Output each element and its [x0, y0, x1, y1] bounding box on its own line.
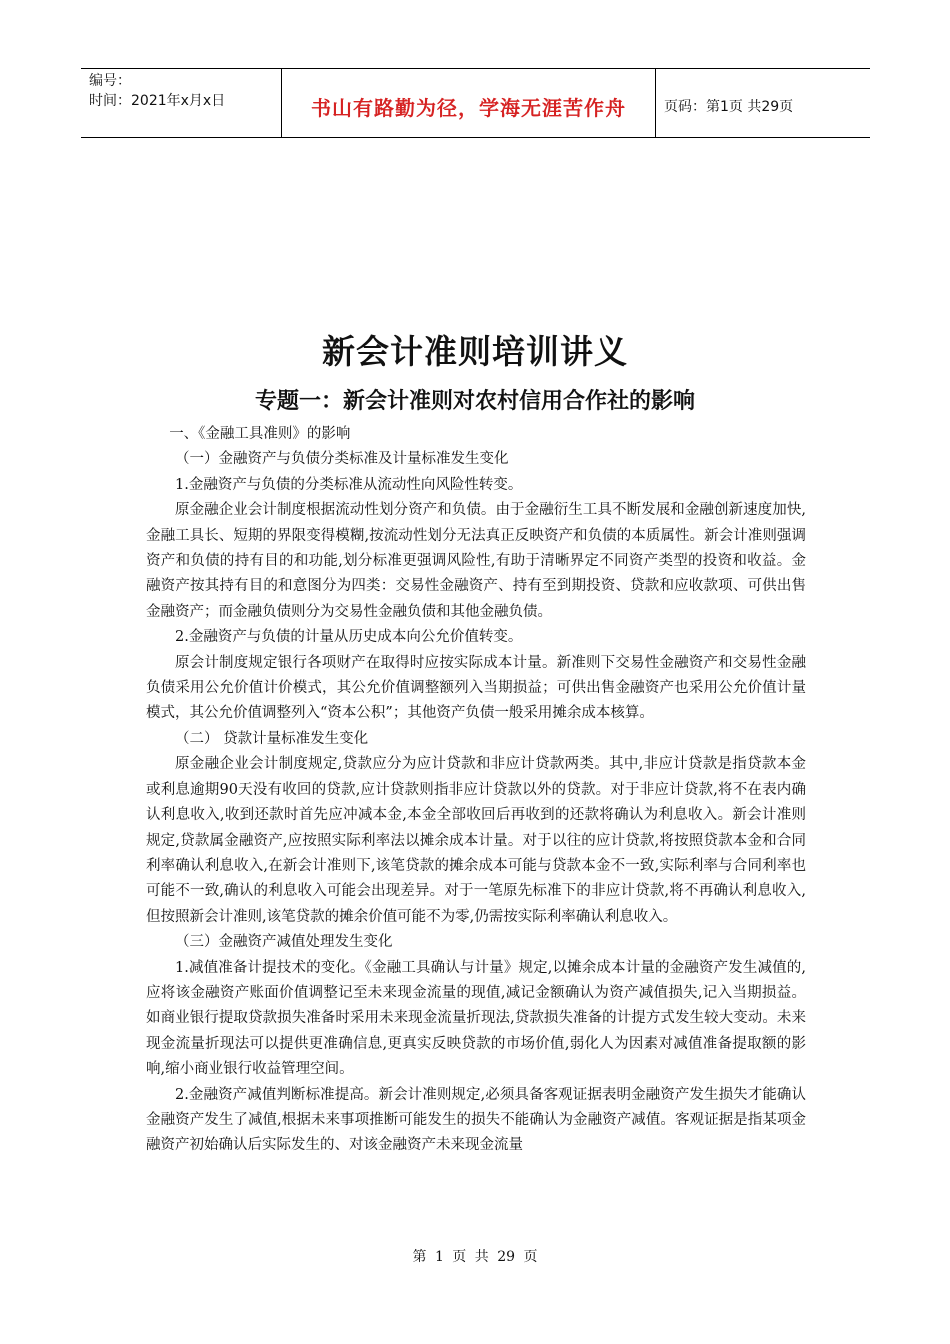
paragraph: 1.减值准备计提技术的变化。《金融工具确认与计量》规定,以摊余成本计量的金融资产发生减值的,应将该金融资产账面价值调整记至未来现金流量的现值,减记金额确认为资产减值损失,记入当期损益。如商业银行提取贷款损失准备时采用未来现金流量折现法,贷款损失准备的计提方式发生较大变动。未来现金流量折现法可以提供更准确信息,更真实反映贷款的市场价值,弱化人为因素对减值准备提取额的影响,缩小商业银行收益管理空间。 [146, 959, 806, 1078]
header-table [81, 68, 870, 138]
number-label: 编号： [89, 73, 131, 89]
header-info-cell [81, 69, 282, 137]
body-text [146, 422, 806, 1159]
paragraph: 原金融企业会计制度根据流动性划分资产和负债。由于金融衍生工具不断发展和金融创新速度加快,金融工具长、短期的界限变得模糊,按流动性划分无法真正反映资产和负债的本质属性。新会计准则强调资产和负债的持有目的和功能,划分标准更强调风险性,有助于清晰界定不同资产类型的投资和收益。金融资产按其持有目的和意图分为四类：交易性金融资产、持有至到期投资、贷款和应收款项、可供出售金融资产；而金融负债则分为交易性金融负债和其他金融负债。 [146, 502, 806, 620]
document-title: 新会计准则培训讲义 [322, 332, 628, 371]
subsection-heading: （一）金融资产与负债分类标准及计量标准发生变化 [175, 451, 509, 468]
page-footer: 第 1 页 共 29 页 [412, 1249, 538, 1265]
subsection-heading: （二） 贷款计量标准发生变化 [175, 730, 369, 747]
document-subtitle: 专题一：新会计准则对农村信用合作社的影响 [254, 388, 695, 414]
date-label: 时间：2021年x月x日 [89, 93, 226, 109]
paragraph: 2.金融资产与负债的计量从历史成本向公允价值转变。 [175, 629, 523, 646]
page-info: 页码：第1页 共29页 [664, 99, 794, 115]
paragraph: 原金融企业会计制度规定,贷款应分为应计贷款和非应计贷款两类。其中,非应计贷款是指贷款本金或利息逾期90天没有收回的贷款,应计贷款则指非应计贷款以外的贷款。对于非应计贷款,将不在表内确认利息收入,收到还款时首先应冲减本金,本金全部收回后再收到的还款将确认为利息收入。新会计准则规定,贷款属金融资产,应按照实际利率法以摊余成本计量。对于以往的应计贷款,将按照贷款本金和合同利率确认利息收入,在新会计准则下,该笔贷款的摊余成本可能与贷款本金不一致,实际利率与合同利率也可能不一致,确认的利息收入可能会出现差异。对于一笔原先标准下的非应计贷款,将不再确认利息收入,但按照新会计准则,该笔贷款的摊余价值可能不为零,仍需按实际利率确认利息收入。 [146, 756, 806, 925]
paragraph: 2.金融资产减值判断标准提高。新会计准则规定,必须具备客观证据表明金融资产发生损失才能确认金融资产发生了减值,根据未来事项推断可能发生的损失不能确认为金融资产减值。客观证据是指某项金融资产初始确认后实际发生的、对该金融资产未来现金流量 [146, 1086, 806, 1154]
motto: 书山有路勤为径，学海无涯苦作舟 [282, 69, 656, 137]
paragraph: 1.金融资产与负债的分类标准从流动性向风险性转变。 [175, 476, 523, 493]
subsection-heading: （三）金融资产减值处理发生变化 [175, 934, 393, 951]
paragraph: 原会计制度规定银行各项财产在取得时应按实际成本计量。新准则下交易性金融资产和交易性金融负债采用公允价值计价模式，其公允价值调整额列入当期损益；可供出售金融资产也采用公允价值计量模式，其公允价值调整列入“资本公积”；其他资产负债一般采用摊余成本核算。 [146, 654, 806, 722]
section-heading: 一、《金融工具准则》的影响 [169, 426, 351, 442]
